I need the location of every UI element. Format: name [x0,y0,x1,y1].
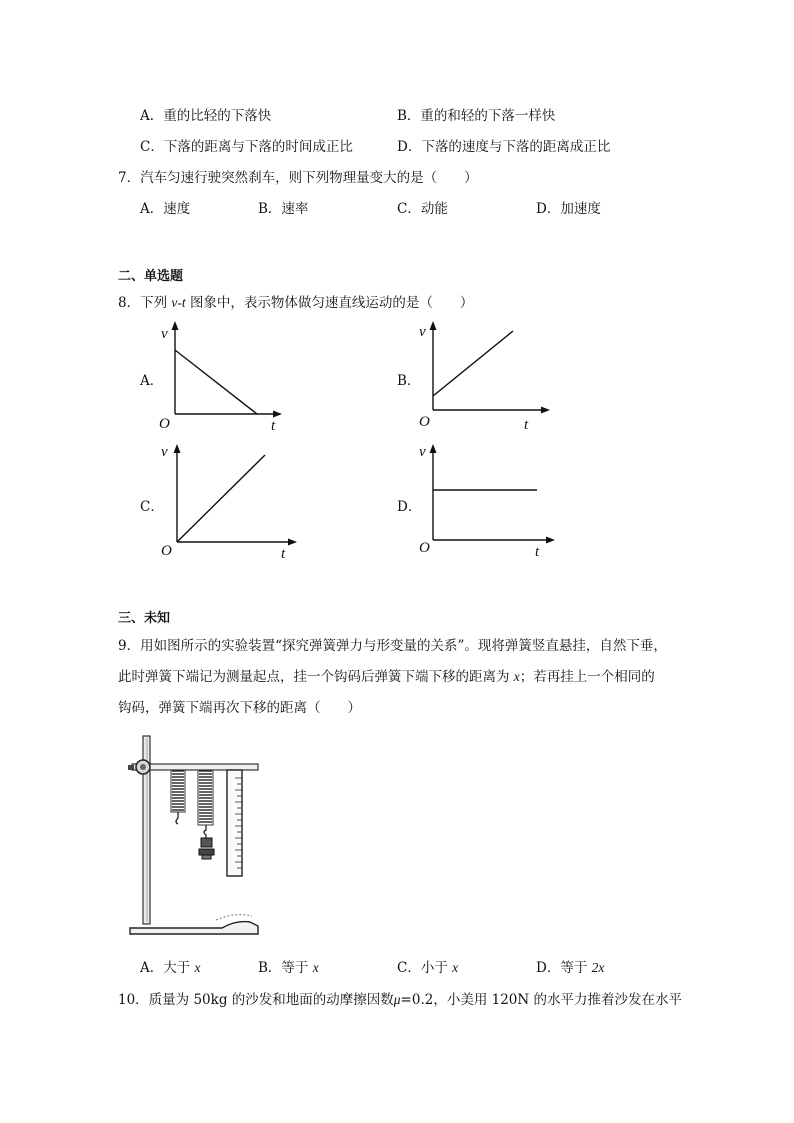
graph-line [175,350,257,414]
t-label: t [524,417,529,433]
q9-option-a: A．大于 x [140,960,201,976]
v-label: v [161,326,168,342]
q8-graph-d [413,440,563,560]
v-axis-arrow [172,321,179,330]
origin-label: O [159,416,170,432]
t-axis-arrow [546,537,555,544]
t-label: t [535,544,540,560]
t-axis-arrow [273,411,282,418]
section-heading-single-choice: 二、单选题 [118,269,184,284]
q9-stem-line3: 钩码，弹簧下端再次下移的距离（ ） [118,700,361,716]
q8-graph-b [413,318,553,433]
q8-graph-a [155,318,295,433]
t-label: t [271,418,276,433]
origin-label: O [161,543,172,559]
v-label: v [419,324,426,340]
q6-option-a: A．重的比轻的下落快 [140,108,272,124]
graph-line [177,455,265,542]
q7-option-a: A．速度 [140,201,191,217]
q8-option-a-label: A． [140,373,164,389]
q6-option-c: C．下落的距离与下落的时间成正比 [140,139,353,155]
q8-option-c-label: C． [140,499,164,515]
section-heading-unknown: 三、未知 [118,611,171,626]
q9-option-d: D．等于 2x [536,960,605,976]
origin-label: O [419,540,430,556]
q6-option-d: D．下落的速度与下落的距离成正比 [397,139,611,155]
spring-apparatus-figure [126,734,266,936]
q9-option-c: C．小于 x [397,960,459,976]
q6-option-b: B．重的和轻的下落一样快 [397,108,556,124]
origin-label: O [419,414,430,430]
v-label: v [161,444,168,460]
q10-stem: 10．质量为 50kg 的沙发和地面的动摩擦因数μ=0.2，小美用 120N 的水平力推着沙发在水平 [118,992,682,1008]
t-axis-arrow [541,407,550,414]
q8-option-b-label: B． [397,373,421,389]
t-label: t [281,546,286,560]
q9-stem-line2: 此时弹簧下端记为测量起点，挂一个钩码后弹簧下端下移的距离为 x；若再挂上一个相同的 [118,669,655,685]
q9-stem-line1: 9．用如图所示的实验装置“探究弹簧弹力与形变量的关系”。现将弹簧竖直悬挂，自然下垂， [118,638,667,654]
v-axis-arrow [430,321,437,330]
q7-stem: 7．汽车匀速行驶突然刹车，则下列物理量变大的是（ ） [118,170,478,186]
t-axis-arrow [288,539,297,546]
q9-option-b: B．等于 x [258,960,319,976]
q8-option-d-label: D． [397,499,422,515]
q7-option-d: D．加速度 [536,201,601,217]
q8-graph-c [155,440,305,560]
q7-option-c: C．动能 [397,201,448,217]
graph-line [433,331,513,396]
v-label: v [419,444,426,460]
q7-option-b: B．速率 [258,201,309,217]
v-axis-arrow [430,444,437,453]
q8-stem: 8．下列 v-t 图象中，表示物体做匀速直线运动的是（ ） [118,295,474,311]
v-axis-arrow [174,444,181,453]
